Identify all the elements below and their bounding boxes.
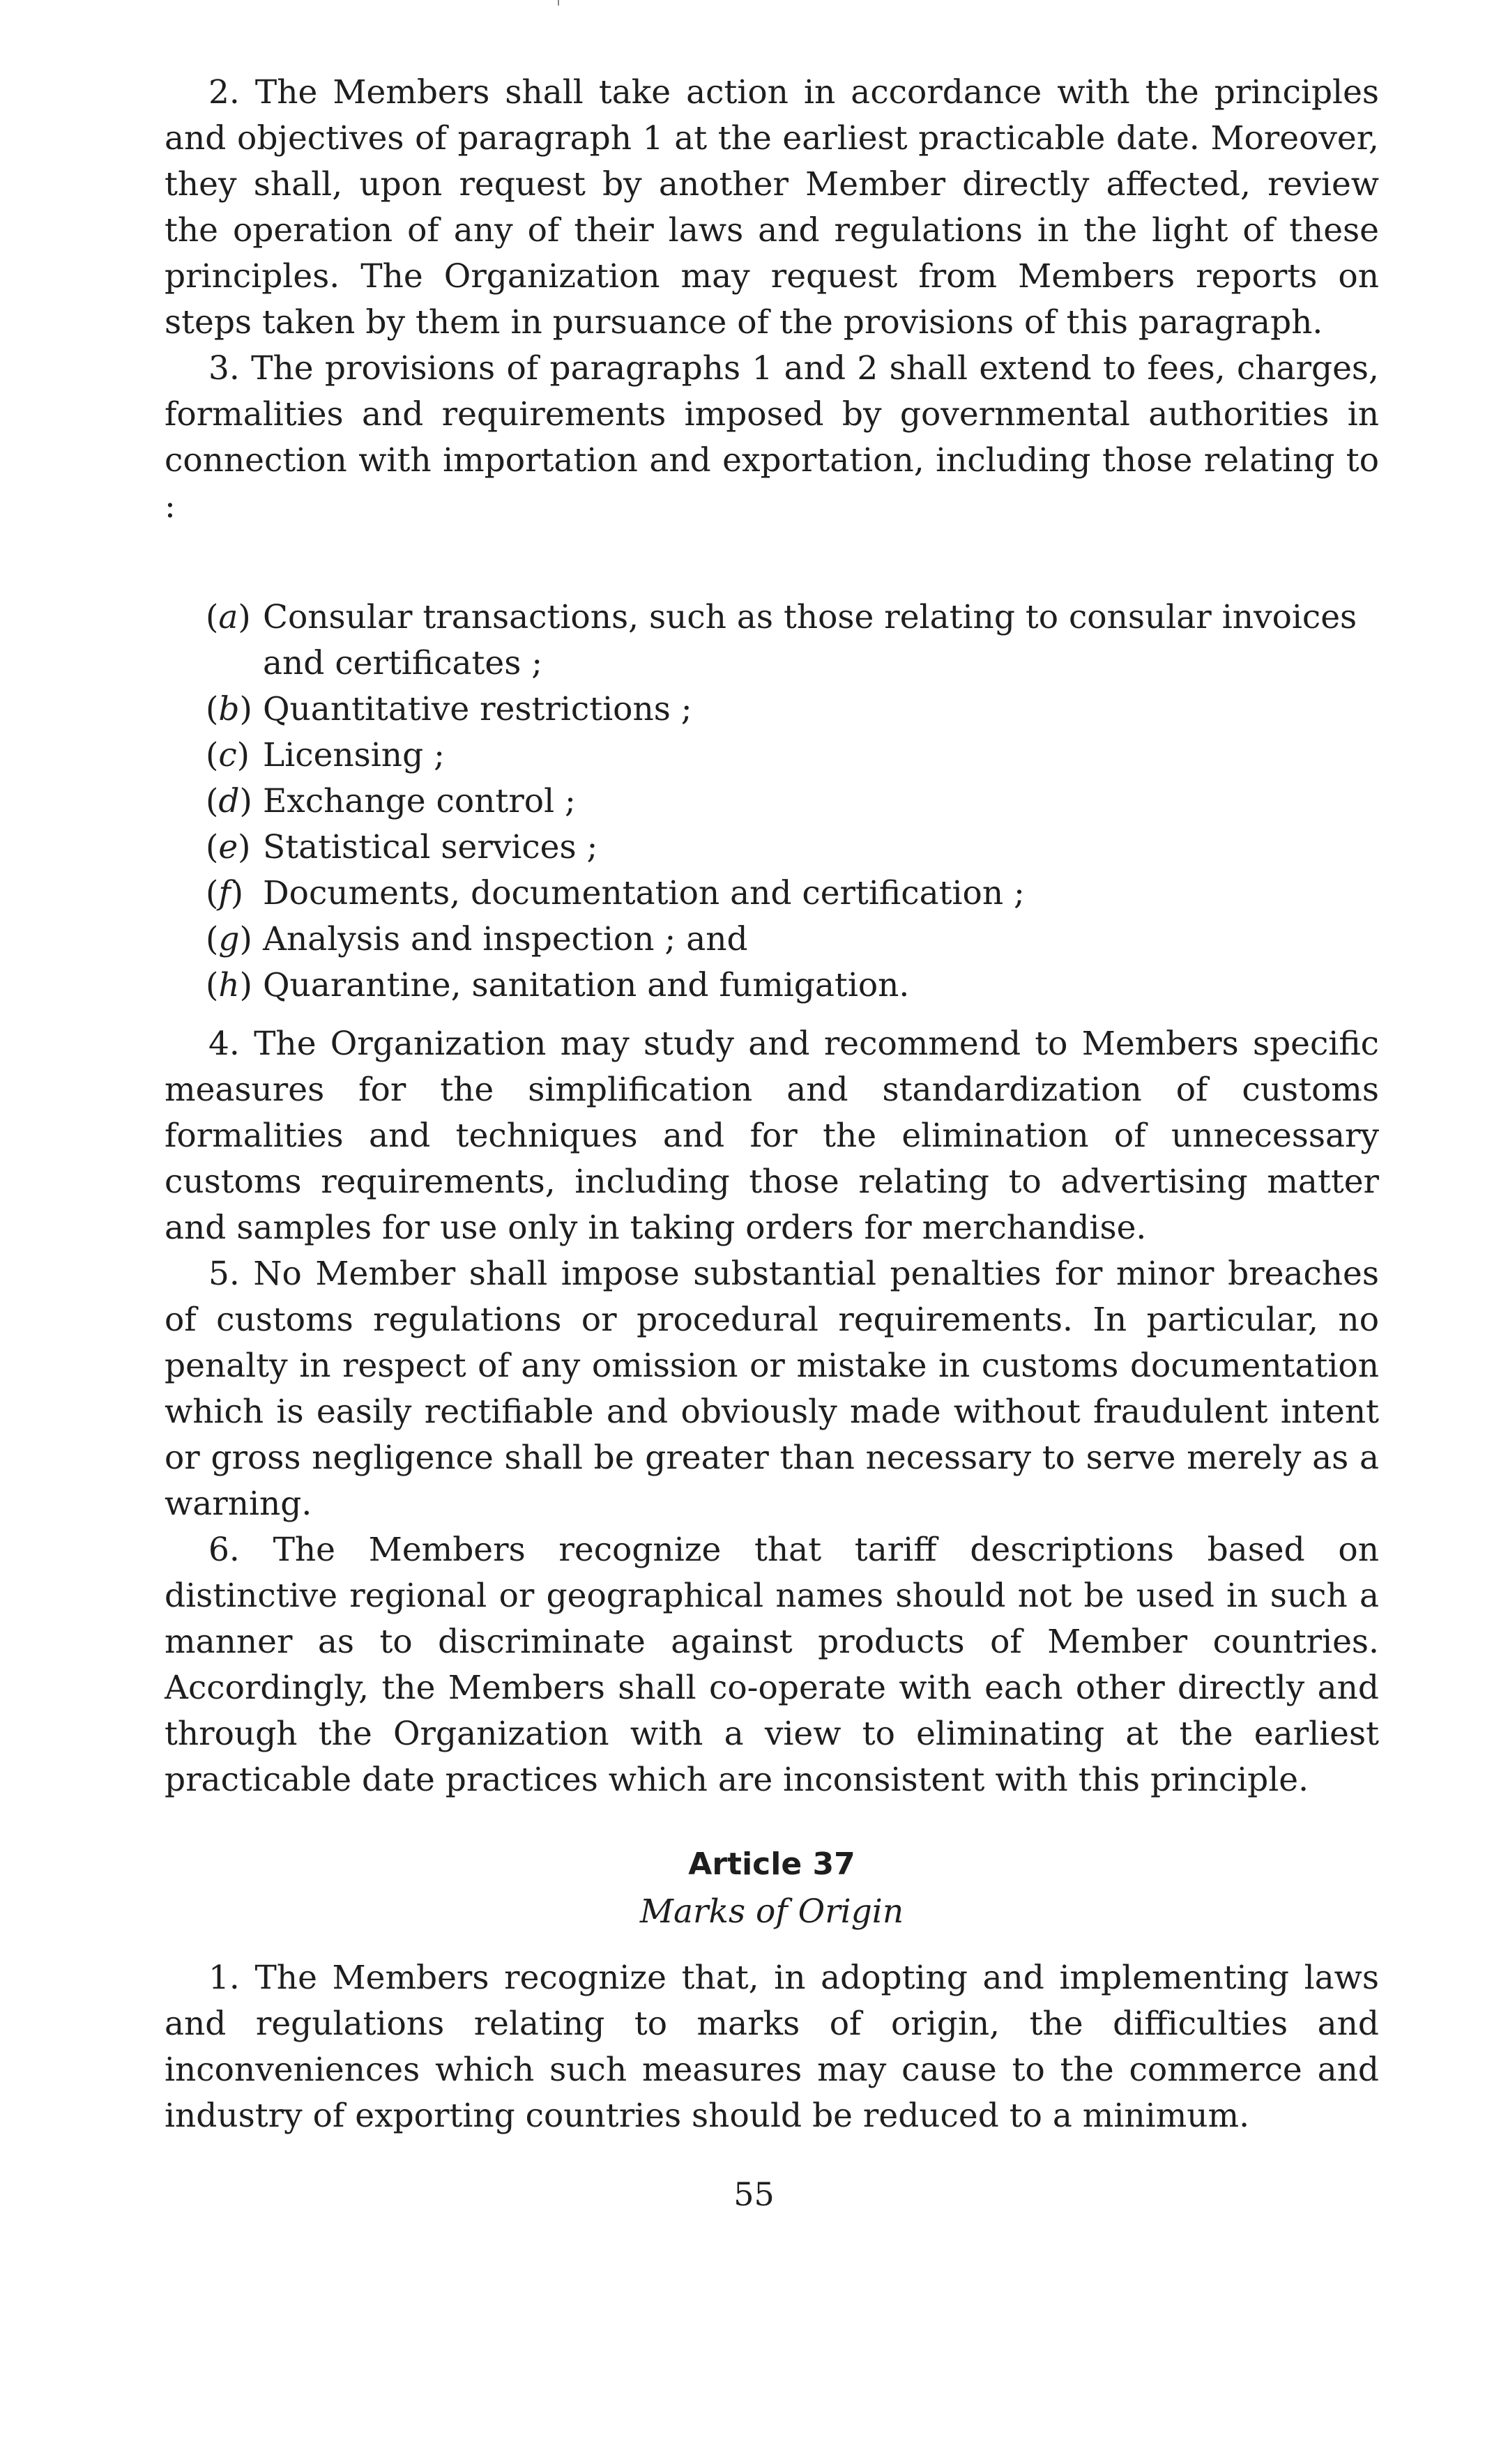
section-block-2 [165,1021,1379,1803]
list-item-text: Exchange control ; [263,782,576,820]
paragraph-6: 6. The Members recognize that tariff descriptions based on distinctive regional or geographical names should not be used in such a manner as to discriminate against products of Member countries. Accordingly, the Members shall co-operate with each other directly and through the Organization with a view to eliminating at the earliest practicable date practices which are inconsistent with this principle. [165,1531,1379,1799]
paragraph-4: 4. The Organization may study and recommend to Members specific measures for the simplification and standardization of customs formalities and techniques and for the elimination of unnecessary customs requirements, including those relating to advertising matter and samples for use only in taking orders for merchandise. [165,1025,1379,1247]
list-item-label: (c) [206,736,250,774]
list-item-f [206,871,1391,917]
list-item-d [206,779,1391,825]
list-item-a [206,595,1391,687]
item-list [206,595,1391,1009]
list-item-c [206,733,1391,779]
article-paragraph-1: 1. The Members recognize that, in adopting and implementing laws and regulations relating to marks of origin, the difficulties and inconveniences which such measures may cause to the commerce and industry of exporting countries should be reduced to a minimum. [165,1959,1379,2135]
page-number: 55 [733,2175,775,2213]
list-item-text: Documents, documentation and certification ; [263,874,1025,912]
list-item-label: (f) [206,874,244,912]
list-item-text: Licensing ; [263,736,445,774]
article-body [165,1955,1379,2139]
list-item-text: Quantitative restrictions ; [263,690,692,728]
article-heading: Article 37 [688,1846,855,1882]
list-item-b [206,687,1391,733]
section-block-1 [165,70,1379,530]
paragraph-5: 5. No Member shall impose substantial penalties for minor breaches of customs regulations or procedural requirements. In particular, no penalty in respect of any omission or mistake in customs documentation which is easily rectifiable and obviously made without fraudulent intent or gross negligence shall be greater than necessary to serve merely as a warning. [165,1255,1379,1523]
paragraph-3: 3. The provisions of paragraphs 1 and 2 shall extend to fees, charges, formalities and requirements imposed by governmental authorities in connection with importation and exportation, including those relating to : [165,349,1379,526]
article-subtitle: Marks of Origin [639,1892,904,1931]
list-item-e [206,825,1391,871]
list-item-h [206,963,1391,1009]
list-item-text: Statistical services ; [263,828,598,866]
list-item-label: (h) [206,966,252,1004]
list-item-label: (g) [206,920,252,958]
list-item-g [206,917,1391,963]
list-item-text: Consular transactions, such as those relating to consular invoices and certificates ; [263,598,1357,682]
list-item-text: Analysis and inspection ; and [263,920,748,958]
list-item-label: (b) [206,690,252,728]
list-item-label: (e) [206,828,251,866]
list-item-text: Quarantine, sanitation and fumigation. [263,966,910,1004]
paragraph-2: 2. The Members shall take action in accordance with the principles and objectives of paragraph 1 at the earliest practicable date. Moreover, they shall, upon request by another Member directly affected, review the operation of any of their laws and regulations in the light of these principles. The Organization may request from Members reports on steps taken by them in pursuance of the provisions of this paragraph. [165,73,1379,342]
list-item-label: (a) [206,598,251,636]
top-edge-mark [558,0,559,6]
list-item-label: (d) [206,782,252,820]
